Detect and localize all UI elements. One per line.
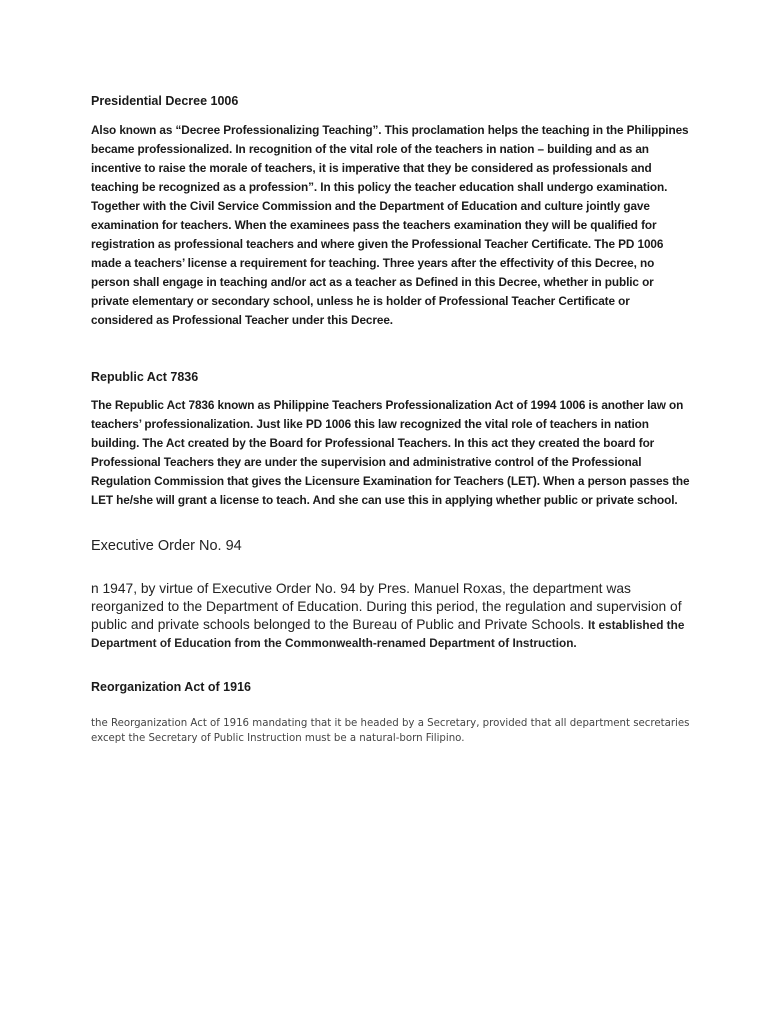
- section-body-ra7836: The Republic Act 7836 known as Philippine Teachers Professionalization Act of 1994 1006 is another law on teachers’ professionalization. Just like PD 1006 this law recognized the vital role of teachers in nation building. The Act created by the Board for Professional Teachers. In this act they created the board for Professional Teachers they are under the supervision and administrative control of the Professional Regulation Commission that gives the Licensure Examination for Teachers (LET). When a person passes the LET he/she will grant a license to teach. And she can use this in applying whether public or private school.: [91, 398, 690, 507]
- section-heading-reorganization-act: Reorganization Act of 1916: [91, 680, 251, 694]
- section-body-reorganization-act: the Reorganization Act of 1916 mandating that it be headed by a Secretary, provided that all department secretaries except the Secretary of Public Instruction must be a natural-born Filipino.: [91, 718, 690, 745]
- section-heading-pd1006: Presidential Decree 1006: [91, 94, 239, 108]
- section-body-eo94-text: n 1947, by virtue of Executive Order No. 94 by Pres. Manuel Roxas, the department was reorganized to the Department of Education. During this period, the regulation and supervision of public and private schools belonged to the Bureau of Public and Private Schools.: [91, 580, 682, 632]
- section-body-eo94-bold: It established the Department of Education from the Commonwealth-renamed Department of Instruction.: [91, 617, 685, 650]
- section-body-pd1006: Also known as “Decree Professionalizing Teaching”. This proclamation helps the teaching in the Philippines became professionalized. In recognition of the vital role of the teachers in nation – building and as an incentive to raise the morale of teachers, it is imperative that they be considered as professionals and teaching be recognized as a profession”. In this policy the teacher education shall undergo examination. Together with the Civil Service Commission and the Department of Education and culture jointly gave examination for teachers. When the examinees pass the teachers examination they will be qualified for registration as professional teachers and where given the Professional Teacher Certificate. The PD 1006 made a teachers’ license a requirement for teaching. Three years after the effectivity of this Decree, no person shall engage in teaching and/or act as a teacher as Defined in this Decree, whether in public or private elementary or secondary school, unless he is holder of Professional Teacher Certificate or considered as Professional Teacher under this Decree.: [91, 123, 689, 327]
- section-body-eo94: [91, 580, 691, 652]
- section-heading-ra7836: Republic Act 7836: [91, 370, 199, 384]
- section-heading-eo94: Executive Order No. 94: [91, 538, 242, 554]
